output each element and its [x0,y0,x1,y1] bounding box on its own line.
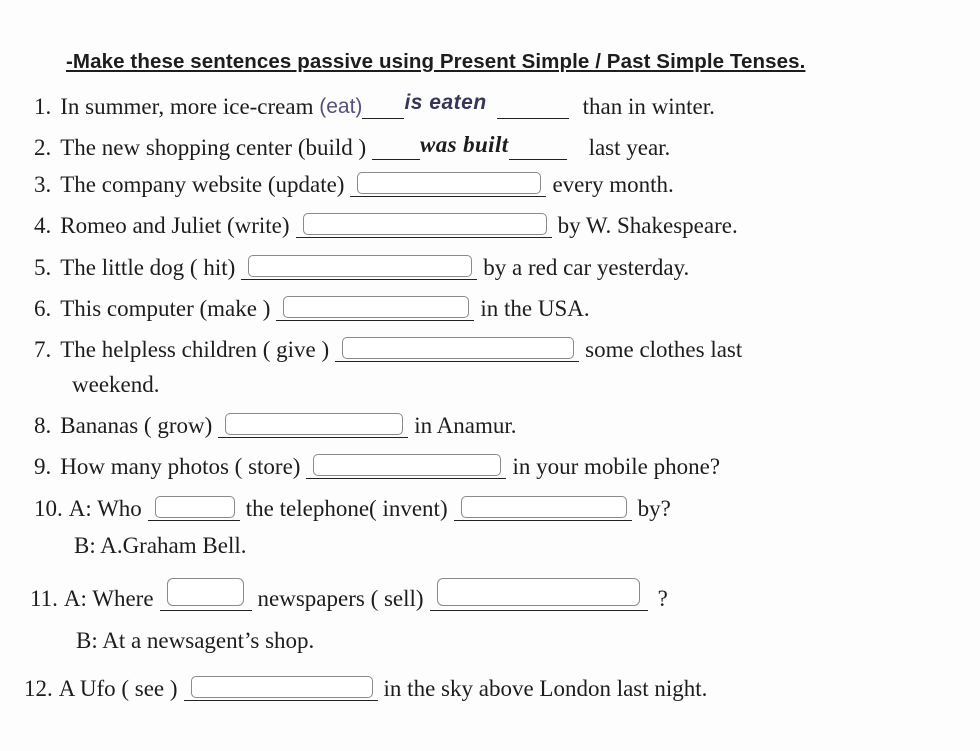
question-5 [34,253,689,283]
question-2 [34,130,670,163]
question-text: Bananas ( grow) [60,413,213,438]
question-text: A: Who [68,496,142,521]
question-text-wrap: weekend. [72,372,160,397]
question-7-continued [72,370,160,400]
dialogue-answer: B: At a newsagent’s shop. [76,628,315,653]
question-number: 1. [34,94,52,119]
question-text: The little dog ( hit) [60,255,236,280]
question-number: 12. [24,676,53,701]
question-text: The company website (update) [60,172,345,197]
question-number: 7. [34,337,52,362]
verb-hint: (eat) [319,95,363,118]
question-text: In summer, more ice-cream [60,94,314,119]
answer-2: was built [419,132,509,157]
question-number: 5. [34,255,52,280]
answer-input-10b[interactable] [454,496,632,521]
dialogue-answer: B: A.Graham Bell. [74,533,247,558]
question-text: The helpless children ( give ) [60,337,330,362]
answer-input-6[interactable] [276,296,474,321]
question-text: A Ufo ( see ) [58,676,178,701]
question-1 [34,88,715,122]
question-12 [24,674,707,704]
answer-11-line [76,626,314,656]
worksheet-title: -Make these sentences passive using Present Simple / Past Simple Tenses. [66,50,806,73]
question-text: Romeo and Juliet (write) [60,213,290,238]
question-text-end: by? [637,496,671,521]
answer-input-9[interactable] [306,454,506,479]
question-10 [34,494,671,524]
question-text-end: ? [657,586,668,611]
question-text: A: Where [63,586,154,611]
question-number: 11. [30,586,58,611]
question-number: 10. [34,496,63,521]
question-6 [34,294,590,324]
answer-input-11b[interactable] [430,578,648,611]
question-7 [34,335,742,365]
question-11 [30,578,668,614]
question-number: 9. [34,454,52,479]
question-3 [34,170,674,200]
question-text-mid: newspapers ( sell) [257,586,424,611]
answer-input-7[interactable] [335,337,579,362]
question-text-end: last year. [588,135,671,160]
question-8 [34,411,517,441]
question-text-end: in your mobile phone? [512,454,721,479]
question-4 [34,211,738,241]
question-text-end: in Anamur. [414,413,517,438]
question-text-end: every month. [552,172,674,197]
answer-10-line [74,531,246,561]
question-text-end: in the USA. [480,296,590,321]
question-number: 8. [34,413,52,438]
answer-1: is eaten [404,91,487,114]
question-9 [34,452,720,482]
answer-input-5[interactable] [241,255,477,280]
question-text: This computer (make ) [60,296,271,321]
question-text-end: by W. Shakespeare. [557,213,738,238]
question-text: The new shopping center (build ) [60,135,367,160]
answer-input-11a[interactable] [160,578,252,611]
question-text-end: than in winter. [582,94,715,119]
question-text-end: in the sky above London last night. [383,676,708,701]
answer-input-12[interactable] [184,676,378,701]
question-number: 6. [34,296,52,321]
answer-input-3[interactable] [350,172,546,197]
question-text-end: by a red car yesterday. [483,255,690,280]
answer-input-4[interactable] [296,213,552,238]
question-text: How many photos ( store) [60,454,301,479]
question-text-end: some clothes last [585,337,743,362]
question-number: 4. [34,213,52,238]
answer-input-10a[interactable] [148,496,240,521]
question-text-mid: the telephone( invent) [245,496,448,521]
question-number: 3. [34,172,52,197]
question-number: 2. [34,135,52,160]
answer-input-8[interactable] [218,413,408,438]
